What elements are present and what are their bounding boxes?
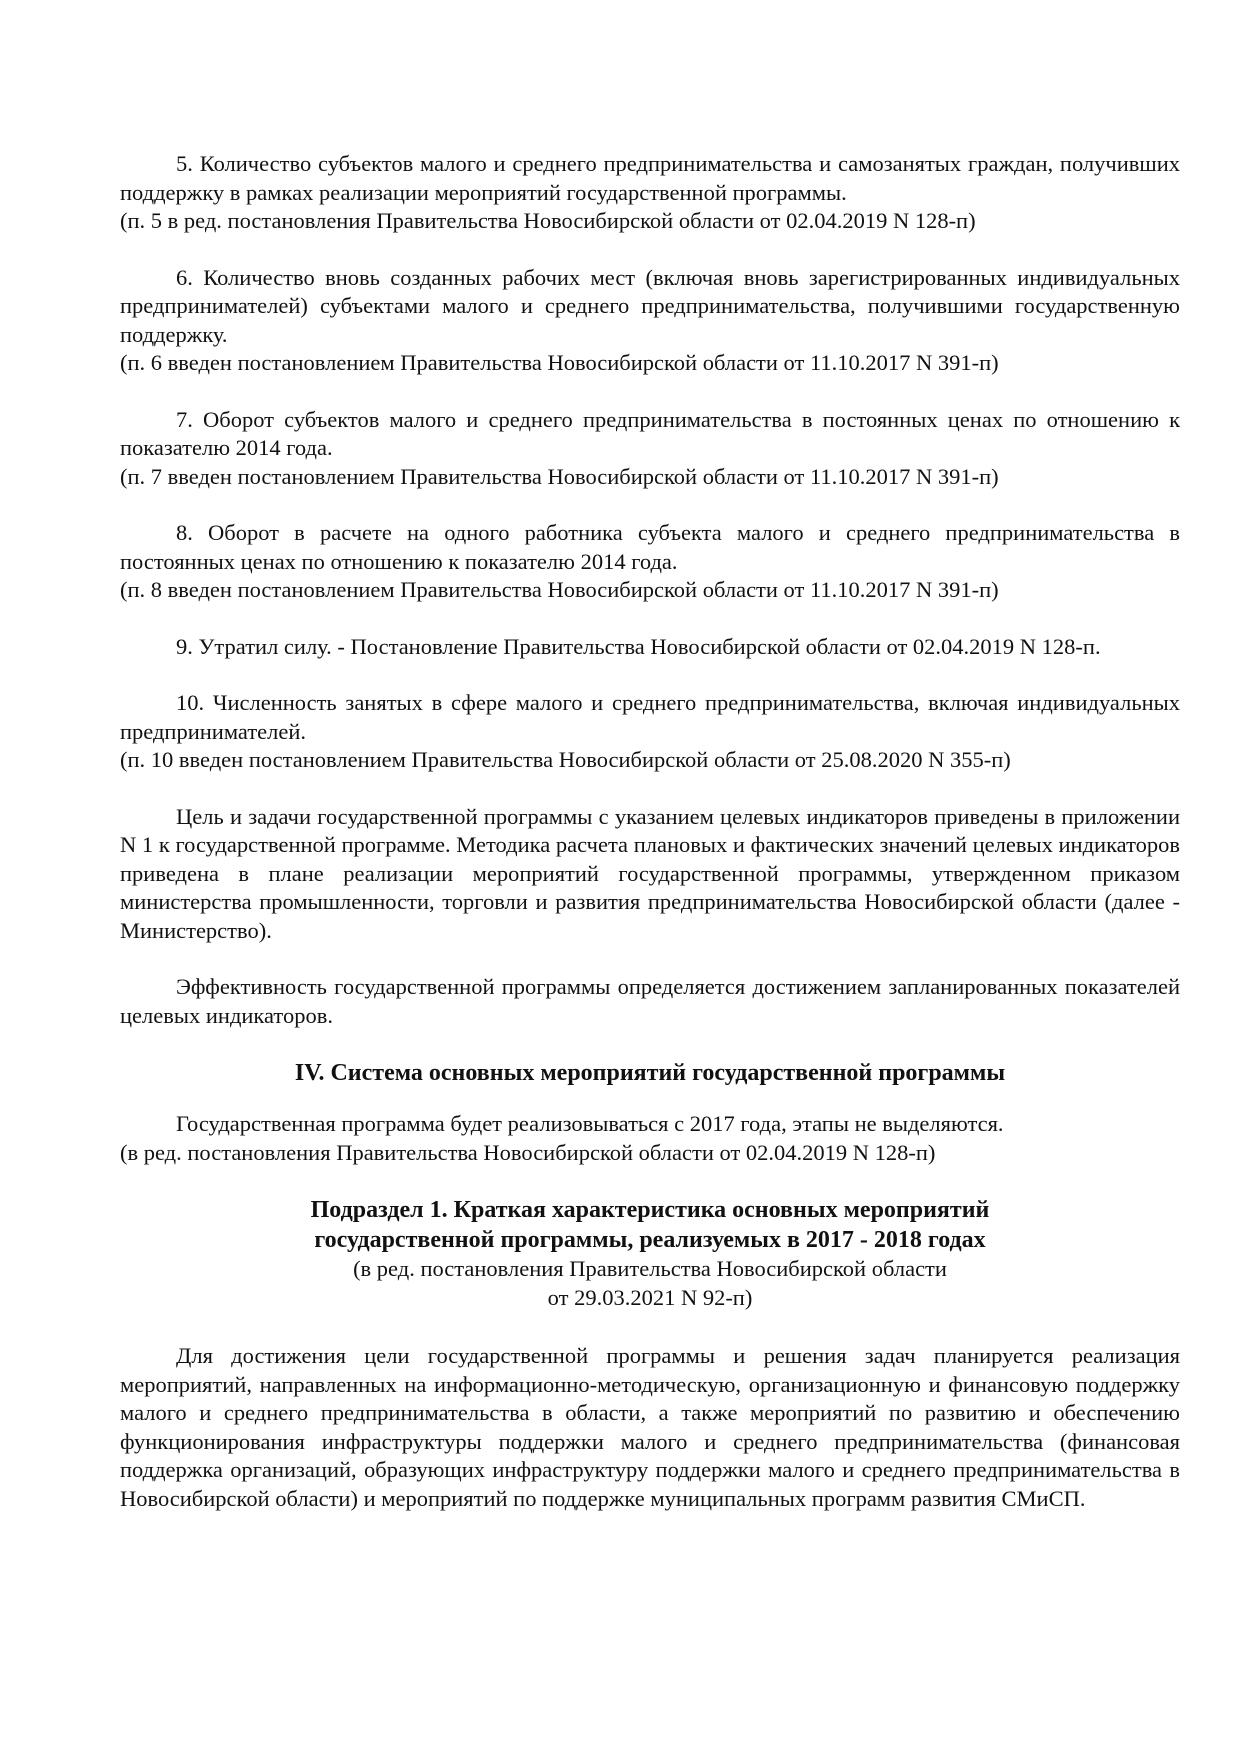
section-4-note: (в ред. постановления Правительства Новосибирской области от 02.04.2019 N 128-п) [120, 1139, 936, 1165]
item-5 [120, 150, 1180, 236]
subsection-1-body [120, 1342, 1180, 1513]
item-text: 7. Оборот субъектов малого и среднего предпринимательства в постоянных ценах по отношению к показателю 2014 года. [120, 406, 1180, 460]
item-text: 5. Количество субъектов малого и среднего предпринимательства и самозанятых граждан, получивших поддержку в рамках реализации мероприятий государственной программы. [120, 151, 1180, 205]
subsection-1-note-line2: от 29.03.2021 N 92-п) [547, 1284, 753, 1310]
item-text: 6. Количество вновь созданных рабочих мест (включая вновь зарегистрированных индивидуальных предпринимателей) субъектами малого и среднего предпринимательства, получившими государственную поддержку. [120, 264, 1180, 347]
section-4-text: Государственная программа будет реализовываться с 2017 года, этапы не выделяются. [176, 1111, 1004, 1136]
item-text: 8. Оборот в расчете на одного работника субъекта малого и среднего предпринимательства в постоянных ценах по отношению к показателю 2014 года. [120, 520, 1180, 574]
item-note: (п. 6 введен постановлением Правительства Новосибирской области от 11.10.2017 N 391-п) [120, 350, 999, 375]
item-6 [120, 264, 1180, 378]
item-10 [120, 689, 1180, 775]
subsection-1-text: Для достижения цели государственной программы и решения задач планируется реализация мероприятий, направленных на информационно-методическую, организационную и финансовую поддержку малого и среднего предпринимательства в области, а также мероприятий по развитию и обеспечению функционирования инфраструктуры поддержки малого и среднего предпринимательства (финансовая поддержка организаций, образующих инфраструктуру поддержки малого и среднего предпринимательства в Новосибирской области) и мероприятий по поддержке муниципальных программ развития СМиСП. [120, 1343, 1180, 1511]
item-9 [120, 633, 1180, 662]
goals-block [120, 803, 1180, 946]
item-7 [120, 406, 1180, 492]
goals-paragraph: Цель и задачи государственной программы с указанием целевых индикаторов приведены в приложении N 1 к государственной программе. Методика расчета плановых и фактических значений целевых индикаторов приведена в плане реализации мероприятий государственной программы, утвержденном приказом министерства промышленности, торговли и развития предпринимательства Новосибирской области (далее - Министерство). [120, 803, 1180, 943]
subsection-1-header [120, 1195, 1180, 1312]
item-text: 10. Численность занятых в сфере малого и среднего предпринимательства, включая индивидуальных предпринимателей. [120, 690, 1180, 744]
section-4-block [120, 1110, 1180, 1167]
subsection-1-note-line1: (в ред. постановления Правительства Новосибирской области [353, 1256, 947, 1281]
item-text: 9. Утратил силу. - Постановление Правительства Новосибирской области от 02.04.2019 N 128-п. [176, 633, 1101, 659]
document-page [120, 150, 1180, 1541]
item-8 [120, 519, 1180, 605]
item-note: (п. 8 введен постановлением Правительства Новосибирской области от 11.10.2017 N 391-п) [120, 577, 999, 602]
item-note: (п. 5 в ред. постановления Правительства Новосибирской области от 02.04.2019 N 128-п) [120, 208, 976, 233]
subsection-1-title-line1: Подраздел 1. Краткая характеристика основных мероприятий [310, 1197, 990, 1223]
item-note: (п. 7 введен постановлением Правительства Новосибирской области от 11.10.2017 N 391-п) [120, 463, 999, 489]
efficiency-block [120, 973, 1180, 1030]
item-note: (п. 10 введен постановлением Правительства Новосибирской области от 25.08.2020 N 355-п) [120, 747, 1011, 772]
subsection-1-title-line2: государственной программы, реализуемых в 2017 - 2018 годах [314, 1227, 986, 1253]
section-4-title: IV. Система основных мероприятий государственной программы [294, 1060, 1006, 1086]
efficiency-paragraph: Эффективность государственной программы определяется достижением запланированных показателей целевых индикаторов. [120, 974, 1180, 1028]
